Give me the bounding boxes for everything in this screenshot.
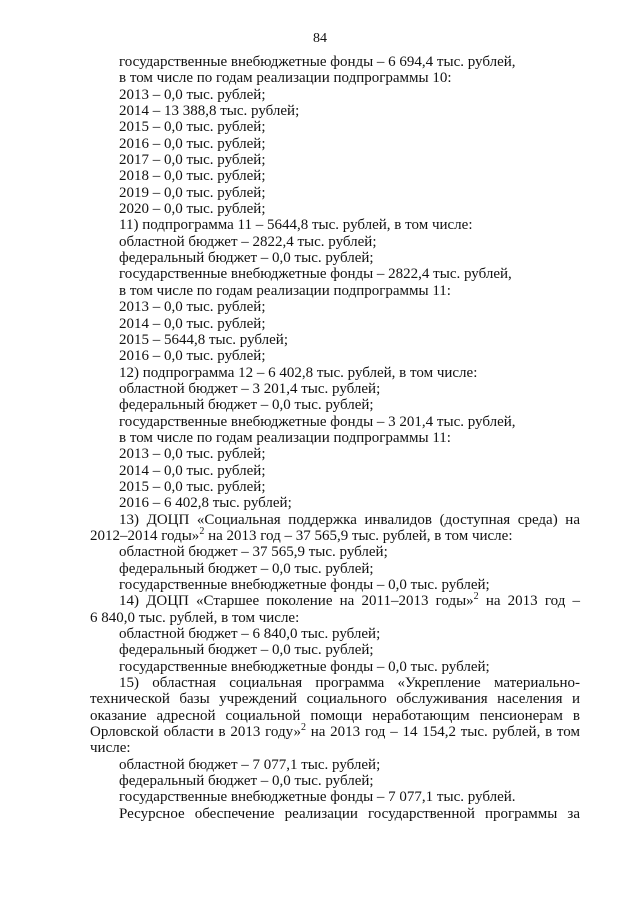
text-line: [90, 626, 580, 642]
line-text: 2013 – 0,0 тыс. рублей;: [119, 299, 266, 316]
text-line: [90, 495, 580, 511]
text-line: [90, 299, 580, 315]
line-text: 2015 – 5644,8 тыс. рублей;: [119, 331, 288, 348]
line-text: в том числе по годам реализации подпрограммы 11:: [119, 282, 451, 299]
footnote-mark: 2: [473, 591, 479, 603]
line-text: федеральный бюджет – 0,0 тыс. рублей;: [119, 250, 374, 267]
text-line: [90, 642, 580, 658]
line-text: федеральный бюджет – 0,0 тыс. рублей;: [119, 560, 374, 577]
text-line: [90, 740, 580, 756]
text-line: [90, 348, 580, 364]
line-text: 2012–2014 годы»: [90, 527, 200, 544]
line-text: 2013 – 0,0 тыс. рублей;: [119, 86, 266, 103]
line-text: технической базы учреждений социального обслуживания населения и: [90, 691, 580, 708]
text-line: [90, 773, 580, 789]
line-text: федеральный бюджет – 0,0 тыс. рублей;: [119, 773, 374, 790]
line-text: Ресурсное обеспечение реализации государственной программы за: [119, 805, 580, 822]
line-text-continuation: на 2013 год – 14 154,2 тыс. рублей, в том: [305, 724, 580, 741]
text-line: [90, 789, 580, 805]
text-line: [90, 610, 580, 626]
line-text: государственные внебюджетные фонды – 7 077,1 тыс. рублей.: [119, 789, 516, 806]
text-line: [90, 397, 580, 413]
line-text: числе:: [90, 740, 131, 757]
text-line: [90, 87, 580, 103]
line-text: 2018 – 0,0 тыс. рублей;: [119, 168, 266, 185]
line-text: 2014 – 0,0 тыс. рублей;: [119, 315, 266, 332]
text-line: [90, 659, 580, 675]
text-line: [90, 152, 580, 168]
line-text: 2014 – 13 388,8 тыс. рублей;: [119, 103, 300, 120]
line-text: областной бюджет – 7 077,1 тыс. рублей;: [119, 756, 381, 773]
footnote-mark: 2: [199, 525, 205, 537]
line-text: оказание адресной социальной помощи неработающим пенсионерам в: [90, 707, 580, 724]
text-line: [90, 54, 580, 70]
line-text: 2017 – 0,0 тыс. рублей;: [119, 152, 266, 169]
text-line: [90, 430, 580, 446]
text-line: [90, 463, 580, 479]
line-text: государственные внебюджетные фонды – 2822,4 тыс. рублей,: [119, 266, 512, 283]
line-text: 15) областная социальная программа «Укрепление материально-: [119, 675, 580, 692]
line-text: 6 840,0 тыс. рублей, в том числе:: [90, 609, 300, 626]
line-text: федеральный бюджет – 0,0 тыс. рублей;: [119, 642, 374, 659]
text-line: [90, 544, 580, 560]
text-line: [90, 250, 580, 266]
text-line: [90, 266, 580, 282]
line-text: 2016 – 0,0 тыс. рублей;: [119, 348, 266, 365]
text-line: [90, 806, 580, 822]
line-text: федеральный бюджет – 0,0 тыс. рублей;: [119, 397, 374, 414]
text-line: [90, 479, 580, 495]
text-line: [90, 316, 580, 332]
line-text: 2014 – 0,0 тыс. рублей;: [119, 462, 266, 479]
text-line: [90, 525, 580, 544]
page-number: 84: [313, 31, 327, 46]
line-text: 2020 – 0,0 тыс. рублей;: [119, 201, 266, 218]
line-text: областной бюджет – 37 565,9 тыс. рублей;: [119, 544, 388, 561]
footnote-mark: 2: [300, 722, 306, 734]
line-text: 11) подпрограмма 11 – 5644,8 тыс. рублей, в том числе:: [119, 217, 473, 234]
text-line: [90, 70, 580, 86]
text-line: [90, 512, 580, 528]
line-text: Орловской области в 2013 году»: [90, 724, 301, 741]
text-line: [90, 168, 580, 184]
text-line: [90, 708, 580, 724]
line-text-continuation: на 2013 год – 37 565,9 тыс. рублей, в том числе:: [204, 527, 513, 544]
text-line: [90, 365, 580, 381]
text-line: [90, 332, 580, 348]
line-text: государственные внебюджетные фонды – 3 201,4 тыс. рублей,: [119, 413, 516, 430]
text-line: [90, 234, 580, 250]
document-body: [90, 54, 580, 822]
text-line: [90, 381, 580, 397]
line-text: 2015 – 0,0 тыс. рублей;: [119, 478, 266, 495]
text-line: [90, 414, 580, 430]
line-text: 13) ДОЦП «Социальная поддержка инвалидов (доступная среда) на: [119, 511, 580, 528]
text-line: [90, 119, 580, 135]
line-text: 14) ДОЦП «Старшее поколение на 2011–2013 годы»: [119, 593, 474, 610]
text-line: [90, 675, 580, 691]
text-line: [90, 136, 580, 152]
line-text: в том числе по годам реализации подпрограммы 11:: [119, 429, 451, 446]
line-text: 2015 – 0,0 тыс. рублей;: [119, 119, 266, 136]
text-line: [90, 217, 580, 233]
line-text: государственные внебюджетные фонды – 0,0 тыс. рублей;: [119, 658, 490, 675]
line-text: областной бюджет – 6 840,0 тыс. рублей;: [119, 626, 381, 643]
text-line: [90, 577, 580, 593]
text-line: [90, 283, 580, 299]
line-text: государственные внебюджетные фонды – 0,0 тыс. рублей;: [119, 577, 490, 593]
text-line: [90, 201, 580, 217]
text-line: [90, 757, 580, 773]
line-text: в том числе по годам реализации подпрограммы 10:: [119, 70, 452, 87]
line-text: 2016 – 0,0 тыс. рублей;: [119, 135, 266, 152]
text-line: [90, 724, 580, 740]
text-line: [90, 185, 580, 201]
line-text-continuation: на 2013 год –: [478, 593, 580, 610]
line-text: 2016 – 6 402,8 тыс. рублей;: [119, 495, 292, 512]
text-line: [90, 593, 580, 609]
text-line: [90, 446, 580, 462]
line-text: 2013 – 0,0 тыс. рублей;: [119, 446, 266, 463]
line-text: областной бюджет – 2822,4 тыс. рублей;: [119, 233, 377, 250]
line-text: областной бюджет – 3 201,4 тыс. рублей;: [119, 380, 381, 397]
line-text: 2019 – 0,0 тыс. рублей;: [119, 184, 266, 201]
text-line: [90, 561, 580, 577]
line-text: государственные внебюджетные фонды – 6 694,4 тыс. рублей,: [119, 54, 516, 70]
text-line: [90, 691, 580, 707]
text-line: [90, 103, 580, 119]
line-text: 12) подпрограмма 12 – 6 402,8 тыс. рублей, в том числе:: [119, 364, 478, 381]
